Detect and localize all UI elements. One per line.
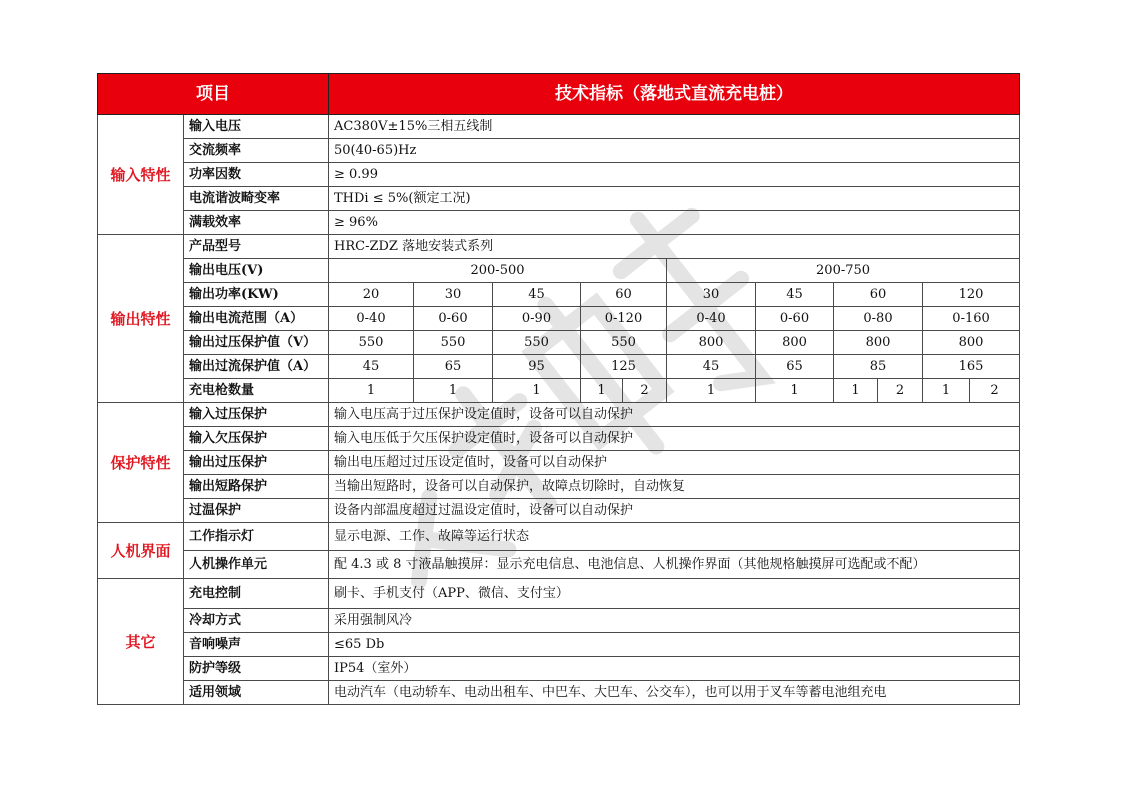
current-cell: 0-40 [329,307,414,331]
table-row [98,633,1020,657]
table-row [98,211,1020,235]
section-output: 输出特性 [98,235,184,403]
table-row [98,235,1020,259]
guns-cell: 1 [923,379,970,403]
section-protect: 保护特性 [98,403,184,523]
row-value: 采用强制风冷 [329,609,1020,633]
row-value: 显示电源、工作、故障等运行状态 [329,523,1020,551]
row-label: 输出电压(V) [184,259,329,283]
ocp-cell: 45 [329,355,414,379]
table-row [98,331,1020,355]
row-label: 输出功率(KW) [184,283,329,307]
ocp-cell: 95 [493,355,581,379]
row-value: ≥ 96% [329,211,1020,235]
power-cell: 20 [329,283,414,307]
ocp-cell: 65 [756,355,834,379]
row-label: 输出电流范围（A） [184,307,329,331]
ocp-cell: 165 [923,355,1020,379]
table-row [98,115,1020,139]
power-cell: 30 [414,283,493,307]
section-other: 其它 [98,579,184,705]
table-row [98,379,1020,403]
table-row [98,427,1020,451]
ocp-cell: 125 [581,355,667,379]
power-cell: 120 [923,283,1020,307]
table-row [98,609,1020,633]
ovp-cell: 550 [414,331,493,355]
row-value: 当输出短路时，设备可以自动保护，故障点切除时，自动恢复 [329,475,1020,499]
table-row [98,579,1020,609]
ovp-cell: 800 [923,331,1020,355]
row-label: 产品型号 [184,235,329,259]
table-row [98,475,1020,499]
row-value: 刷卡、手机支付（APP、微信、支付宝） [329,579,1020,609]
row-label: 输出过压保护 [184,451,329,475]
ovp-cell: 550 [493,331,581,355]
row-value: 输入电压高于过压保护设定值时，设备可以自动保护 [329,403,1020,427]
current-cell: 0-40 [667,307,756,331]
ovp-cell: 550 [581,331,667,355]
table-row [98,451,1020,475]
row-value: 电动汽车（电动轿车、电动出租车、中巴车、大巴车、公交车），也可以用于叉车等蓄电池组充电 [329,681,1020,705]
row-value: 50(40-65)Hz [329,139,1020,163]
voltage-group-cell: 200-750 [667,259,1020,283]
row-label: 电流谐波畸变率 [184,187,329,211]
row-label: 输入欠压保护 [184,427,329,451]
ocp-cell: 85 [834,355,923,379]
table-row [98,499,1020,523]
row-label: 输出过流保护值（A） [184,355,329,379]
table-row [98,551,1020,579]
section-input: 输入特性 [98,115,184,235]
current-cell: 0-60 [756,307,834,331]
table-row [98,163,1020,187]
row-value: 设备内部温度超过过温设定值时，设备可以自动保护 [329,499,1020,523]
guns-cell: 1 [493,379,581,403]
power-cell: 60 [581,283,667,307]
current-cell: 0-160 [923,307,1020,331]
row-label: 输出短路保护 [184,475,329,499]
row-label: 满载效率 [184,211,329,235]
voltage-group-cell: 200-500 [329,259,667,283]
guns-cell: 1 [329,379,414,403]
current-cell: 0-90 [493,307,581,331]
row-label: 功率因数 [184,163,329,187]
guns-cell: 1 [834,379,878,403]
power-cell: 45 [493,283,581,307]
spec-table [97,73,1020,705]
table-row [98,403,1020,427]
row-value: 输入电压低于欠压保护设定值时，设备可以自动保护 [329,427,1020,451]
table-header-row [98,74,1020,115]
row-label: 人机操作单元 [184,551,329,579]
table-row [98,307,1020,331]
header-item-cell: 项目 [98,74,329,115]
table-row [98,355,1020,379]
guns-cell: 1 [667,379,756,403]
ovp-cell: 550 [329,331,414,355]
guns-cell: 2 [878,379,923,403]
row-label: 冷却方式 [184,609,329,633]
row-label: 音响噪声 [184,633,329,657]
table-row [98,187,1020,211]
current-cell: 0-80 [834,307,923,331]
guns-cell: 1 [756,379,834,403]
ovp-cell: 800 [667,331,756,355]
section-hmi: 人机界面 [98,523,184,579]
table-row [98,259,1020,283]
row-value: ≥ 0.99 [329,163,1020,187]
ocp-cell: 45 [667,355,756,379]
row-value: 输出电压超过过压设定值时，设备可以自动保护 [329,451,1020,475]
row-value: ≤65 Db [329,633,1020,657]
row-value: HRC-ZDZ 落地安装式系列 [329,235,1020,259]
row-label: 工作指示灯 [184,523,329,551]
ovp-cell: 800 [756,331,834,355]
row-label: 充电控制 [184,579,329,609]
row-value: AC380V±15%三相五线制 [329,115,1020,139]
current-cell: 0-60 [414,307,493,331]
row-label: 适用领域 [184,681,329,705]
guns-cell: 1 [581,379,623,403]
table-row [98,139,1020,163]
table-row [98,523,1020,551]
row-label: 输出过压保护值（V） [184,331,329,355]
ocp-cell: 65 [414,355,493,379]
table-row [98,283,1020,307]
table-row [98,681,1020,705]
header-spec-cell: 技术指标（落地式直流充电桩） [329,74,1020,115]
row-label: 输入电压 [184,115,329,139]
ovp-cell: 800 [834,331,923,355]
row-label: 过温保护 [184,499,329,523]
row-label: 充电枪数量 [184,379,329,403]
row-value: THDi ≤ 5%(额定工况) [329,187,1020,211]
row-value: IP54（室外） [329,657,1020,681]
power-cell: 30 [667,283,756,307]
current-cell: 0-120 [581,307,667,331]
row-label: 输入过压保护 [184,403,329,427]
guns-cell: 2 [623,379,667,403]
table-row [98,657,1020,681]
guns-cell: 1 [414,379,493,403]
power-cell: 60 [834,283,923,307]
row-label: 交流频率 [184,139,329,163]
power-cell: 45 [756,283,834,307]
guns-cell: 2 [970,379,1020,403]
row-value: 配 4.3 或 8 寸液晶触摸屏：显示充电信息、电池信息、人机操作界面（其他规格触摸屏可选配或不配） [329,551,1020,579]
row-label: 防护等级 [184,657,329,681]
